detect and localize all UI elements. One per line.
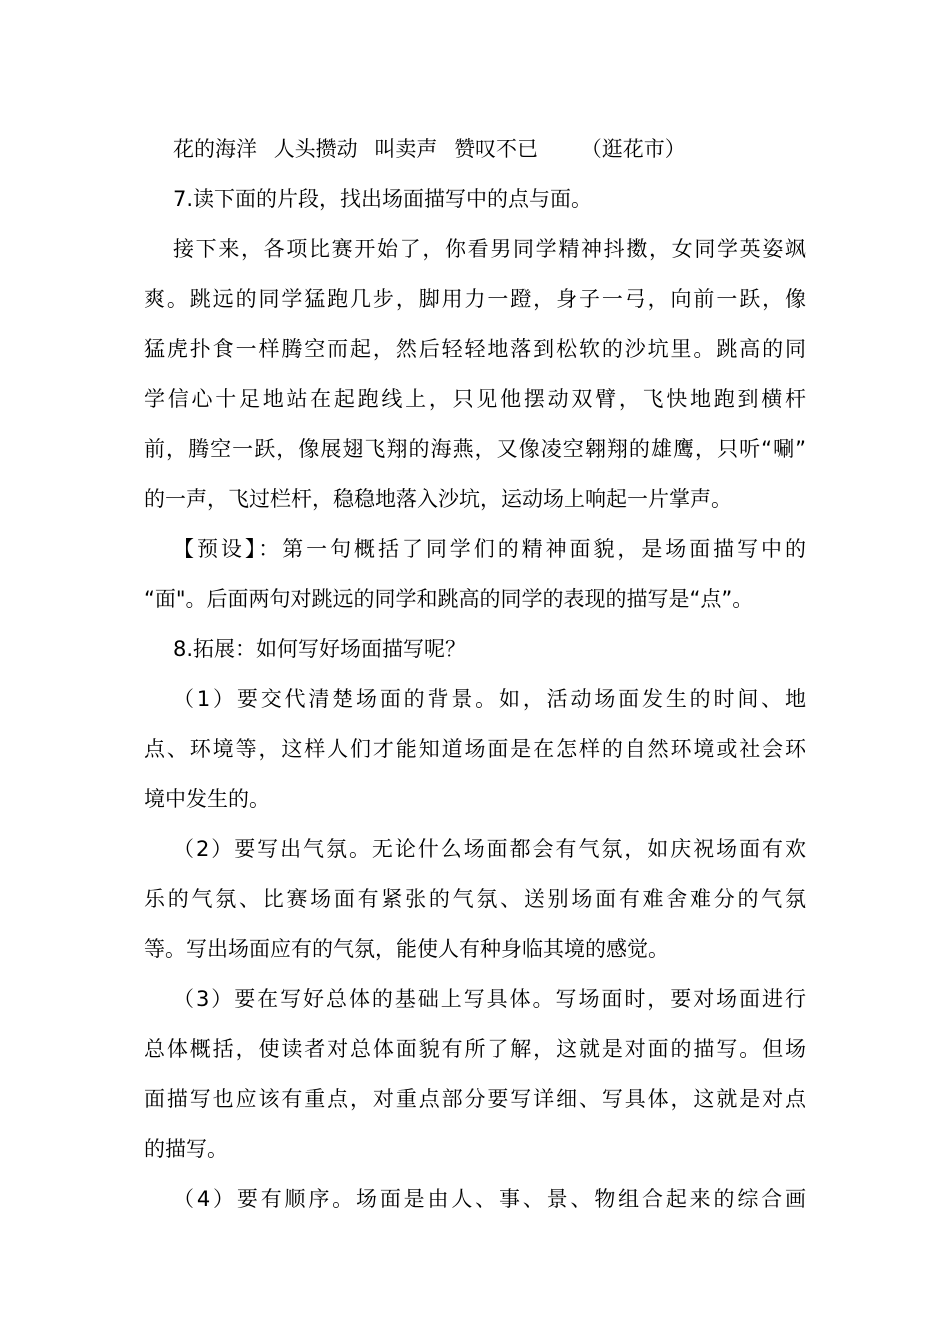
tip-2-line: （2）要写出气氛。无论什么场面都会有气氛，如庆祝场面有欢 [173, 837, 806, 861]
tip-1-line: 点、环境等，这样人们才能知道场面是在怎样的自然环境或社会环 [144, 737, 806, 761]
tip-1-line: 境中发生的。 [144, 787, 270, 811]
passage-line: 学信心十足地站在起跑线上，只见他摆动双臂，飞快地跑到横杆 [144, 387, 806, 411]
phrase-sea-of-flowers: 花的海洋 [173, 137, 257, 161]
answer-line-flower-market [173, 134, 806, 164]
question-8-heading: 8.拓展：如何写好场面描写呢？ [173, 637, 467, 661]
tip-3-line: 总体概括，使读者对总体面貌有所了解，这就是对面的描写。但场 [144, 1037, 806, 1061]
tip-3-line: 面描写也应该有重点，对重点部分要写详细、写具体，这就是对点 [144, 1087, 806, 1111]
tip-4-line: （4）要有顺序。场面是由人、事、景、物组合起来的综合画 [173, 1187, 806, 1211]
tip-1-line: （1）要交代清楚场面的背景。如，活动场面发生的时间、地 [173, 687, 806, 711]
passage-line: 前，腾空一跃，像展翅飞翔的海燕，又像凌空翱翔的雄鹰，只听“唰” [144, 437, 806, 461]
preset-answer-line: 【预设】：第一句概括了同学们的精神面貌，是场面描写中的 [173, 537, 806, 561]
tip-2-line: 等。写出场面应有的气氛，能使人有种身临其境的感觉。 [144, 937, 669, 961]
phrase-hawking: 叫卖声 [374, 137, 438, 161]
passage-line: 接下来，各项比赛开始了，你看男同学精神抖擞，女同学英姿飒 [173, 237, 806, 261]
passage-line: 的一声，飞过栏杆，稳稳地落入沙坑，运动场上响起一片掌声。 [144, 487, 732, 511]
tip-3-line: （3）要在写好总体的基础上写具体。写场面时，要对场面进行 [173, 987, 806, 1011]
preset-answer-line: “面"。后面两句对跳远的同学和跳高的同学的表现的描写是“点”。 [144, 587, 754, 611]
phrase-topic: （逛花市） [580, 137, 686, 161]
passage-line: 猛虎扑食一样腾空而起，然后轻轻地落到松软的沙坑里。跳高的同 [144, 337, 806, 361]
phrase-crowded: 人头攒动 [273, 137, 358, 161]
passage-line: 爽。跳远的同学猛跑几步，脚用力一蹬，身子一弓，向前一跃，像 [144, 287, 806, 311]
tip-2-line: 乐的气氛、比赛场面有紧张的气氛、送别场面有难舍难分的气氛 [144, 887, 806, 911]
phrase-admiration: 赞叹不已 [454, 137, 539, 161]
tip-3-line: 的描写。 [144, 1137, 228, 1161]
question-7-heading: 7.读下面的片段，找出场面描写中的点与面。 [173, 187, 593, 211]
